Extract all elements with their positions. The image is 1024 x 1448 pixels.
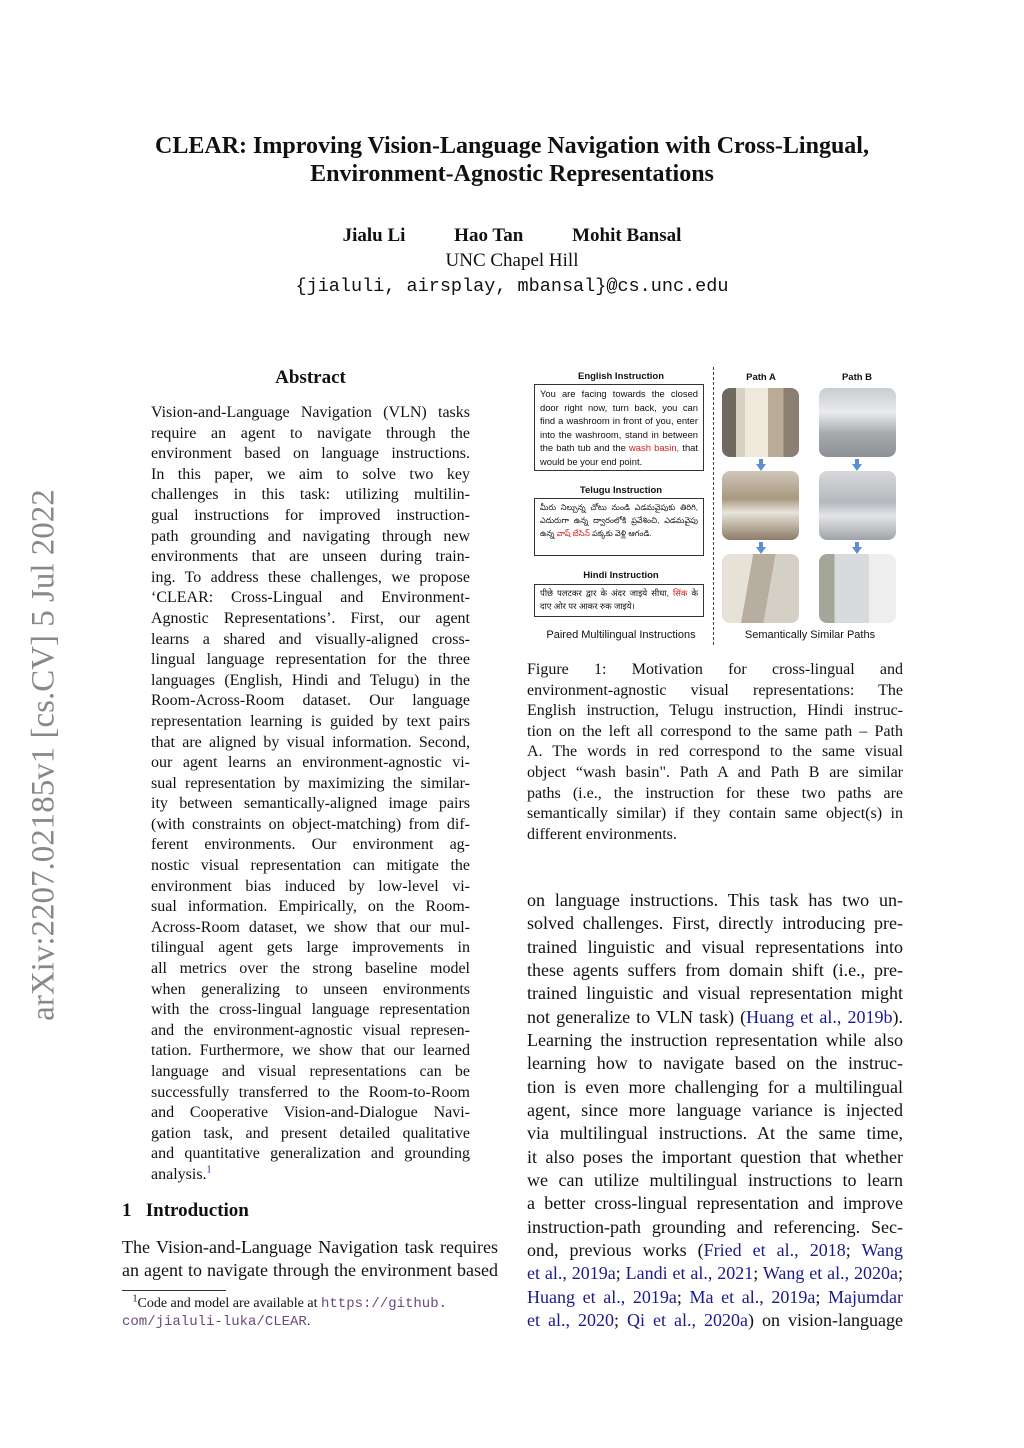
text-span: trained linguistic and visual representation might [527,983,903,1004]
citation-link[interactable]: Wang [861,1239,903,1260]
path-b-image-2 [819,471,896,540]
text-line [527,959,903,982]
citation-link[interactable]: Landi et al., 2021 [625,1263,754,1284]
right-column-text [527,889,903,1332]
text-line: learns a shared and visually-aligned cross- [151,630,470,648]
text-span: these agents suffers from domain shift (i.e., pre- [527,959,903,980]
text-line: tation. Furthermore, we show that our learned [151,1042,470,1060]
text-span: ond, previous works ( [527,1239,704,1260]
text-span: ; [897,1263,903,1284]
section-number: 1 [122,1200,132,1221]
text-line [527,889,903,912]
arrow-down-icon [756,542,766,554]
telugu-highlight: వాష్ బేసిన్ [556,529,590,538]
text-span: solved challenges. First, directly introducing pre- [527,913,903,934]
text-line: Figure 1: Motivation for cross-lingual and [527,661,903,678]
arrow-down-icon [852,459,862,471]
code-link[interactable]: https://github. [320,1296,448,1312]
affiliation: UNC Chapel Hill [445,250,579,271]
text-line: representation learning is guided by text pairs [151,712,470,730]
text-span: not generalize to VLN task) ( [527,1006,747,1027]
english-text: You are facing towards the closed door right now, turn back, you can find a washroom in front of you, enter into the washroom, stand in between the bath tub and the [540,388,698,453]
text-span: ). [892,1006,903,1027]
footnote-end: . [306,1314,311,1329]
path-a-image-3 [722,554,799,623]
text-line: our agent learns an environment-agnostic vi- [151,754,470,772]
intro-heading [122,1200,249,1222]
citation-link[interactable]: et al., 2020 [527,1309,614,1330]
text-line [527,1286,903,1309]
text-line: and quantitative generalization and grounding [151,1145,470,1163]
text-line: languages (English, Hindi and Telugu) in the [151,671,470,689]
text-line: nostic visual representation can mitigate the [151,857,470,875]
path-a-image-2 [722,471,799,540]
text-line: A. The words in red correspond to the same visual [527,743,903,761]
text-line [527,1122,903,1145]
text-line: require an agent to navigate through the [151,424,470,442]
section-title: Introduction [145,1200,249,1221]
text-line [527,1192,903,1215]
abstract-body [151,403,470,1186]
text-line [527,1239,903,1262]
text-span: it also poses the important question that whether [527,1146,903,1167]
text-line: gual instructions for improved instruction- [151,506,470,524]
left-panel-caption: Paired Multilingual Instructions [546,629,696,641]
text-line: language and visual representations can be [151,1063,470,1080]
text-line: Agnostic Representations’. First, our agent [151,609,470,627]
panel-divider [713,367,714,645]
text-line [527,1076,903,1099]
text-line [527,1029,903,1052]
text-line: environment-agnostic visual representations: The [527,681,903,699]
text-line [527,1099,903,1122]
citation-link[interactable]: Qi et al., 2020a [627,1309,749,1330]
text-span: Learning the instruction representation while also [527,1029,903,1050]
path-a-label: Path A [746,372,776,383]
text-line: with the cross-lingual language representation [151,1001,470,1019]
text-line [527,982,903,1005]
english-highlight: wash basin, [629,442,680,453]
text-line: environment bias induced by low-level vi- [151,877,470,895]
text-line [527,912,903,935]
text-line [527,1146,903,1169]
text-span: we can utilize multilingual instructions to learn [527,1169,903,1190]
text-line: ing. To address these challenges, we propose [151,568,470,586]
text-line: and the environment-agnostic visual represen- [151,1021,470,1039]
text-span: trained linguistic and visual representations into [527,936,903,957]
text-span: ; [676,1286,690,1307]
text-span: on language instructions. This task has two un- [527,890,903,910]
author: Hao Tan [454,225,524,246]
citation-link[interactable]: Ma et al., 2019a [689,1286,816,1307]
figure-caption [527,660,903,845]
paper-title [0,132,1024,188]
author-emails: {jialuli, airsplay, mbansal}@cs.unc.edu [295,276,729,297]
path-b-label: Path B [841,372,873,383]
abstract-heading: Abstract [275,367,346,388]
text-line [527,1216,903,1239]
text-span: ; [845,1239,862,1260]
citation-link[interactable]: Huang et al., 2019b [746,1006,893,1027]
text-span: learning how to navigate based on the instruc- [527,1053,903,1074]
text-line: tion on the left all correspond to the same path – Path [527,722,903,740]
text-line: an agent to navigate through the environment based [122,1260,498,1281]
text-line: environments that are unseen during train- [151,548,470,566]
text-line: sual representation by maximizing the similar- [151,774,470,792]
text-span: agent, since more language variance is injected [527,1099,903,1120]
text-line [527,1309,903,1332]
citation-link[interactable]: Wang et al., 2020a [762,1263,898,1284]
telugu-text-end: పక్కకు వెళ్లి ఆగండి. [589,529,652,538]
text-line: semantically similar) if they contain same object(s) in [527,805,903,823]
footnote-mark: 1 [132,1293,138,1305]
text-span: ; [615,1263,626,1284]
text-line: paths (i.e., the instruction for these two paths are [527,784,903,802]
text-line: (with constraints on object-matching) from dif- [151,815,470,833]
text-line: that are aligned by visual information. Second, [151,733,470,751]
text-line [527,936,903,959]
text-line: The Vision-and-Language Navigation task requires [122,1237,498,1257]
text-line: challenges in this task: utilizing multilin- [151,486,470,504]
title-line-1: CLEAR: Improving Vision-Language Navigation with Cross-Lingual, [155,133,869,159]
text-span: via multilingual instructions. At the same time, [527,1123,903,1144]
author: Mohit Bansal [572,225,682,246]
english-text-end: that would be your end point. [540,442,699,467]
path-a-image-1 [722,388,799,457]
footnote-ref[interactable]: 1 [206,1164,212,1176]
text-span: tion is even more challenging for a multilingual [527,1076,903,1097]
hindi-instruction-box [534,584,704,617]
arrow-down-icon [756,459,766,471]
arrow-down-icon [852,542,862,554]
text-span: a better cross-lingual representation and improve [527,1193,903,1214]
footnote-text: Code and model are available at [137,1296,321,1311]
arxiv-side-label: arXiv:2207.02185v1 [cs.CV] 5 Jul 2022 [25,489,62,1021]
text-line: successfully transferred to the Room-to-Room [151,1083,470,1101]
hindi-highlight: सिंक [672,588,688,598]
text-line: and Cooperative Vision-and-Dialogue Navi- [151,1104,470,1122]
text-line: ferent environments. Our environment ag- [151,836,470,854]
english-label: English Instruction [577,371,665,382]
text-line: ‘CLEAR: Cross-Lingual and Environment- [151,589,470,607]
text-line [527,1262,903,1285]
text-line: environment based on language instructions. [151,445,470,463]
telugu-text: మీరు నిల్చున్న చోటు నుండి ఎడమవైపుకు తిరిగి, ఎదురుగా ఉన్న ద్వారంలోకి ప్రవేశించి, ఎడమవైపు ఉన్న [540,503,698,538]
text-line: Vision-and-Language Navigation (VLN) tasks [151,404,470,421]
hindi-label: Hindi Instruction [583,570,659,581]
author-list [0,225,1024,247]
citation-link[interactable]: Fried et al., 2018 [703,1239,846,1260]
text-span: ) on vision-language [748,1309,903,1330]
text-line: path grounding and navigating through new [151,527,470,545]
path-b-image-3 [819,554,896,623]
text-line: In this paper, we aim to solve two key [151,465,470,483]
text-span: instruction-path grounding and referencing. Sec- [527,1216,903,1237]
text-line: tilingual agent gets large improvements in [151,939,470,957]
hindi-text: पीछे पलटकर द्वार के अंदर जाइये सीधा, [540,588,673,598]
text-span: ; [815,1286,828,1307]
text-span: ; [753,1263,763,1284]
text-line: when generalizing to unseen environments [151,980,470,998]
text-line: different environments. [527,825,677,843]
path-b-image-1 [819,388,896,457]
text-line: object “wash basin". Path A and Path B are similar [527,763,903,781]
text-line: sual information. Empirically, on the Room- [151,898,470,916]
telugu-instruction-box [534,498,704,556]
hindi-text-end: के दाए ओर पर आकर रुक जाइये। [540,588,699,611]
right-panel-caption: Semantically Similar Paths [744,629,876,641]
text-line: ity between semantically-aligned image pairs [151,795,470,813]
telugu-label: Telugu Instruction [579,485,663,496]
footnote [122,1295,507,1331]
text-line [527,1006,903,1029]
text-line: gation task, and present detailed qualitative [151,1124,470,1142]
text-line [527,1169,903,1192]
text-line: lingual language representation for the three [151,651,470,669]
citation-link[interactable]: Huang et al., 2019a [527,1286,677,1307]
citation-link[interactable]: et al., 2019a [527,1263,616,1284]
text-line: Across-Room dataset, we show that our mul- [151,918,470,936]
author: Jialu Li [342,225,406,246]
text-line: analysis.$^1$ [151,1164,212,1183]
text-line: all metrics over the strong baseline model [151,960,470,978]
text-span: ; [614,1309,628,1330]
footnote-rule [122,1290,226,1291]
text-line: English instruction, Telugu instruction, Hindi instruc- [527,702,903,720]
text-line: Room-Across-Room dataset. Our language [151,692,470,710]
title-line-2: Environment-Agnostic Representations [310,161,714,187]
intro-body [122,1236,498,1283]
text-line [527,1052,903,1075]
english-instruction-box [534,384,704,471]
citation-link[interactable]: Majumdar [828,1286,903,1307]
code-link-cont[interactable]: com/jialuli-luka/CLEAR [122,1314,307,1330]
